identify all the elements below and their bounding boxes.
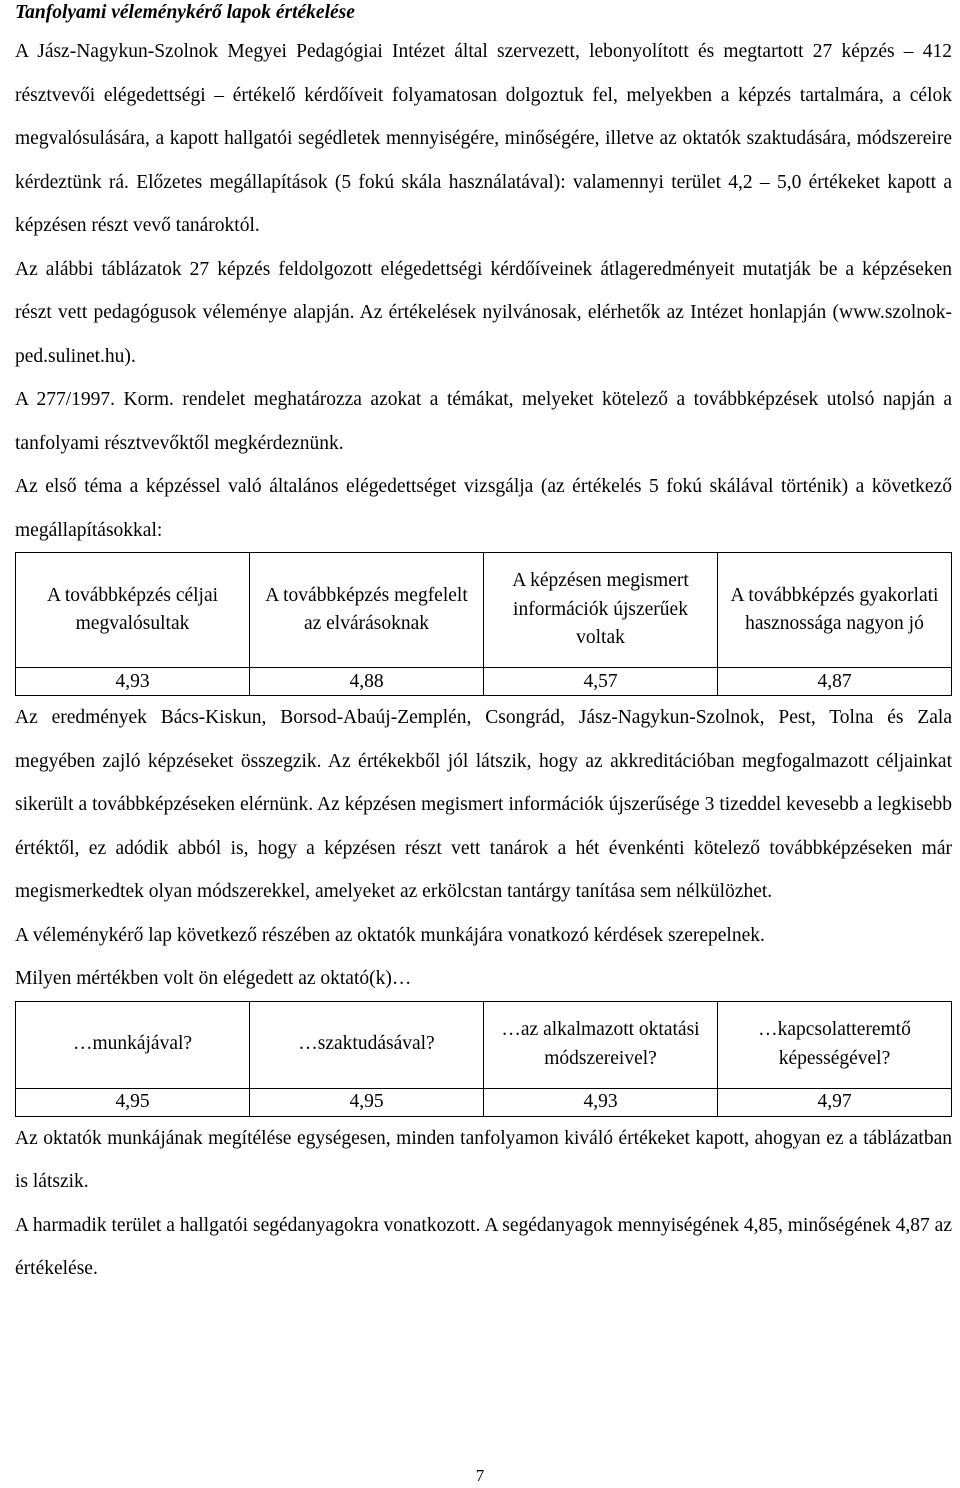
- table-value-cell: 4,93: [16, 668, 250, 696]
- table-value-row: [16, 1088, 952, 1116]
- paragraph-materials: A harmadik terület a hallgatói segédanyagokra vonatkozott. A segédanyagok mennyiségének 4,85, minőségének 4,87 az értékelése.: [15, 1214, 952, 1279]
- table-header-cell: A továbbképzés megfelelt az elvárásoknak: [250, 553, 484, 668]
- table-header-cell: …munkájával?: [16, 1001, 250, 1088]
- table-header-cell: …szaktudásával?: [250, 1001, 484, 1088]
- document-page: [15, 0, 952, 1291]
- table-header-cell: A továbbképzés céljai megvalósultak: [16, 553, 250, 668]
- table-header-cell: …kapcsolatteremtő képességével?: [718, 1001, 952, 1088]
- document-heading: Tanfolyami véleménykérő lapok értékelése: [15, 2, 355, 23]
- table-value-row: [16, 668, 952, 696]
- table-header-cell: A képzésen megismert információk újszerűek voltak: [484, 553, 718, 668]
- paragraph-question: Milyen mértékben volt ön elégedett az oktató(k)…: [15, 968, 412, 989]
- general-satisfaction-table: [15, 552, 952, 696]
- table-header-row: [16, 1001, 952, 1088]
- paragraph-regulation: A 277/1997. Korm. rendelet meghatározza azokat a témákat, melyeket kötelező a továbbképzések utolsó napján a tanfolyami résztvevőktől megkérdeznünk.: [15, 389, 952, 454]
- table-header-row: [16, 553, 952, 668]
- table-value-cell: 4,97: [718, 1088, 952, 1116]
- table-value-cell: 4,95: [250, 1088, 484, 1116]
- page-number: 7: [475, 1466, 485, 1485]
- table-value-cell: 4,93: [484, 1088, 718, 1116]
- table-value-cell: 4,88: [250, 668, 484, 696]
- paragraph-results: Az eredmények Bács-Kiskun, Borsod-Abaúj-Zemplén, Csongrád, Jász-Nagykun-Szolnok, Pest, Tolna és Zala megyében zajló képzéseket összegzik. Az értékekből jól látszik, hogy az akkreditációban megfogalmazott céljainkat sikerült a továbbképzéseken elérnünk. Az képzésen megismert információk újszerűsége 3 tizeddel kevesebb a legkisebb értéktől, ez adódik abból is, hogy a képzésen részt vett tanárok a hét évenkénti kötelező továbbképzéseken már megismerkedtek olyan módszerekkel, amelyeket az erkölcstan tantárgy tanítása sem nélkülözhet.: [15, 707, 952, 902]
- table-value-cell: 4,57: [484, 668, 718, 696]
- paragraph-instructors-intro: A véleménykérő lap következő részében az oktatók munkájára vonatkozó kérdések szerepelnek.: [15, 924, 765, 946]
- table-header-cell: …az alkalmazott oktatási módszereivel?: [484, 1001, 718, 1088]
- instructor-satisfaction-table: [15, 1001, 952, 1117]
- paragraph-instructors-result: Az oktatók munkájának megítélése egységesen, minden tanfolyamon kiváló értékeket kapott, ahogyan ez a táblázatban is látszik.: [15, 1127, 952, 1192]
- table-value-cell: 4,87: [718, 668, 952, 696]
- paragraph-tables-description: Az alábbi táblázatok 27 képzés feldolgozott elégedettségi kérdőíveinek átlageredményeit mutatják be a képzéseken részt vett pedagógusok véleménye alapján. Az értékelések nyilvánosak, elérhetők az Intézet honlapján (www.szolnok-ped.sulinet.hu).: [15, 258, 952, 367]
- table-header-cell: A továbbképzés gyakorlati hasznossága nagyon jó: [718, 553, 952, 668]
- paragraph-intro: A Jász-Nagykun-Szolnok Megyei Pedagógiai Intézet által szervezett, lebonyolított és megtartott 27 képzés – 412 résztvevői elégedettségi – értékelő kérdőíveit folyamatosan dolgoztuk fel, melyekben a képzés tartalmára, a célok megvalósulására, a kapott hallgatói segédletek mennyiségére, minőségére, illetve az oktatók szaktudására, módszereire kérdeztünk rá. Előzetes megállapítások (5 fokú skála használatával): valamennyi terület 4,2 – 5,0 értékeket kapott a képzésen részt vevő tanároktól.: [15, 41, 952, 236]
- table-value-cell: 4,95: [16, 1088, 250, 1116]
- paragraph-first-topic: Az első téma a képzéssel való általános elégedettséget vizsgálja (az értékelés 5 fokú skálával történik) a következő megállapításokkal:: [15, 476, 952, 541]
